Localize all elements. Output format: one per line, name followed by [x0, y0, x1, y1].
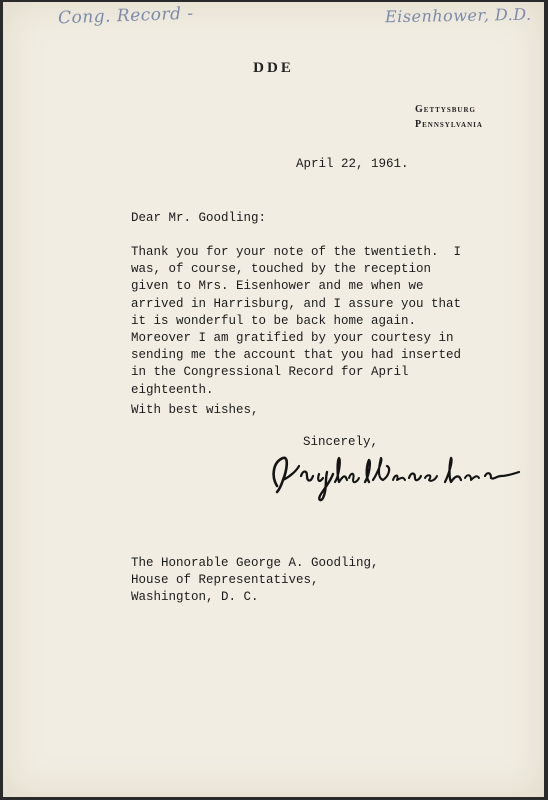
salutation: Dear Mr. Goodling: — [131, 211, 267, 225]
paragraph-1-line: was, of course, touched by the reception — [131, 262, 432, 277]
sign-off: Sincerely, — [303, 435, 379, 449]
paragraph-1-line: it is wonderful to be back home again. — [131, 313, 417, 328]
place-city: Gettysburg — [415, 104, 476, 115]
paragraph-2-line: Moreover I am gratified by your courtesy in — [131, 331, 454, 345]
paragraph-1 — [131, 244, 501, 330]
recipient-address — [131, 555, 379, 607]
address-line: The Honorable George A. Goodling, — [131, 556, 379, 570]
paragraph-2 — [131, 330, 501, 399]
pencil-note-cong-record: Cong. Record - — [57, 3, 194, 29]
paragraph-1-line: given to Mrs. Eisenhower and me when we — [131, 279, 424, 294]
letter-page — [3, 2, 544, 797]
closing: With best wishes, — [131, 403, 259, 417]
address-line: House of Representatives, — [131, 573, 319, 588]
paragraph-2-line: sending me the account that you had inserted — [131, 348, 462, 363]
letter-date: April 22, 1961. — [296, 157, 409, 171]
paragraph-2-line: eighteenth. — [131, 382, 214, 397]
letterhead-monogram: DDE — [253, 60, 294, 76]
paragraph-1-line: Thank you for your note of the twentieth. I — [131, 245, 462, 259]
paragraph-2-line: in the Congressional Record for April — [131, 365, 409, 380]
place-state: Pennsylvania — [415, 119, 483, 130]
pencil-note-name: Eisenhower, D.D. — [384, 4, 532, 27]
signature-image — [265, 446, 527, 506]
paragraph-1-line: arrived in Harrisburg, and I assure you that — [131, 296, 462, 311]
letterhead-place — [415, 102, 483, 132]
address-line: Washington, D. C. — [131, 590, 259, 605]
